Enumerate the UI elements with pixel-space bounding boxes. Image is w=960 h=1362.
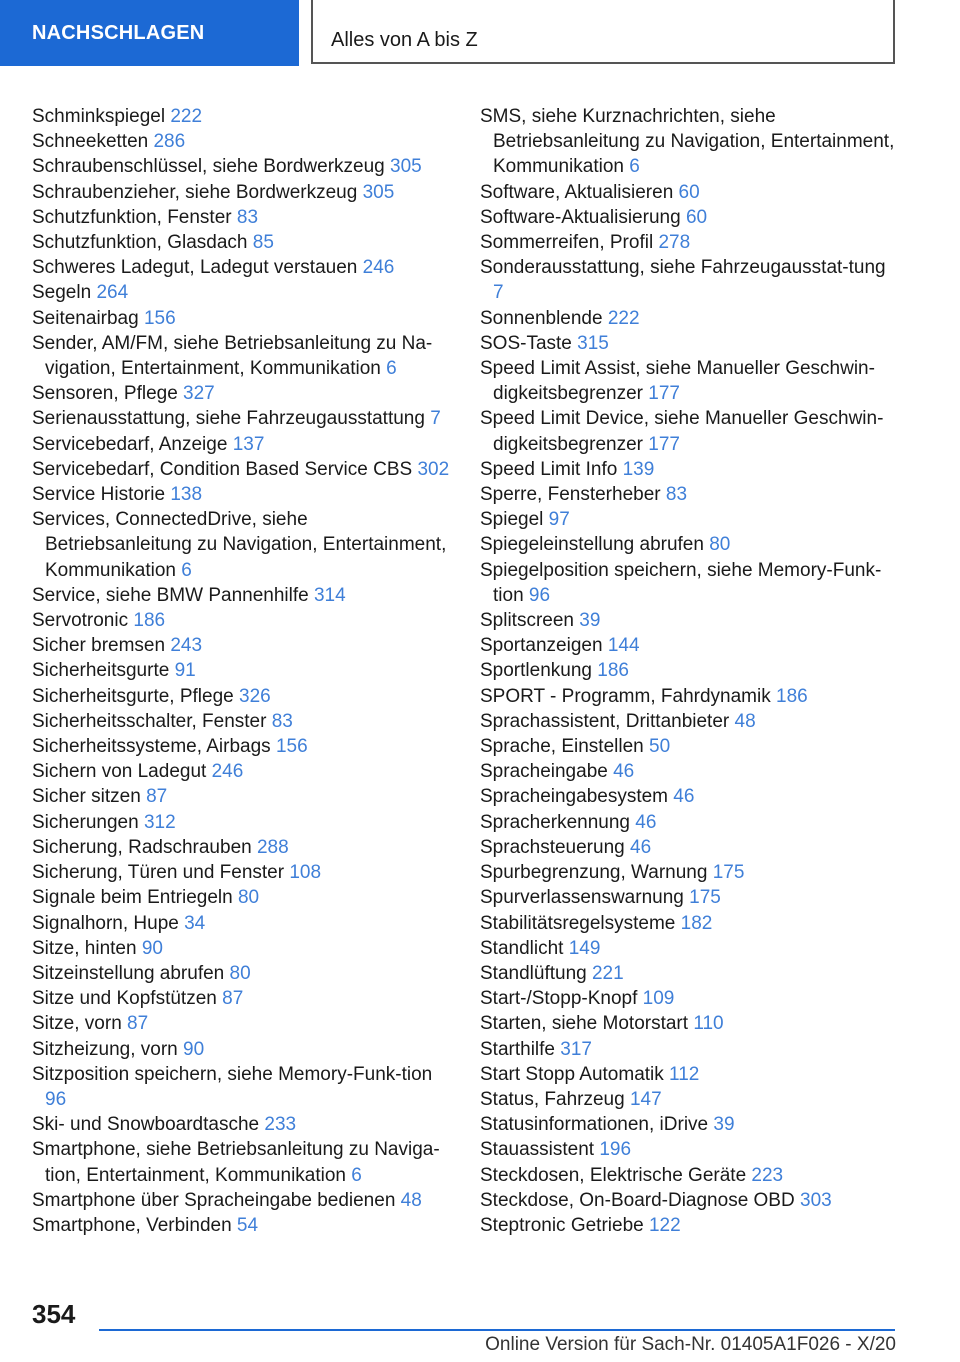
index-entry xyxy=(32,280,457,305)
index-term: Sicherung, Radschrauben xyxy=(32,836,252,858)
page-link[interactable]: 46 xyxy=(630,836,652,858)
index-entry xyxy=(480,532,900,557)
page-link[interactable]: 138 xyxy=(170,484,203,506)
index-term: Sensoren, Pflege xyxy=(32,383,178,405)
index-entry xyxy=(32,1062,457,1112)
index-term: Signale beim Entriegeln xyxy=(32,887,233,909)
index-entry xyxy=(32,482,457,507)
page-link[interactable]: 83 xyxy=(271,710,293,732)
index-entry xyxy=(32,406,457,431)
index-term: Software, Aktualisieren xyxy=(480,181,674,203)
index-entry xyxy=(32,331,457,381)
index-term: Status, Fahrzeug xyxy=(480,1088,625,1110)
index-entry xyxy=(480,633,900,658)
index-entry xyxy=(32,507,457,583)
page-link[interactable]: 315 xyxy=(577,332,609,354)
page-link[interactable]: 288 xyxy=(256,836,289,858)
page-link[interactable]: 182 xyxy=(680,912,713,934)
index-entry xyxy=(480,1087,900,1112)
page-link[interactable]: 137 xyxy=(232,433,265,455)
page-link[interactable]: 312 xyxy=(143,811,176,833)
index-term: Spiegeleinstellung abrufen xyxy=(480,534,704,556)
index-term: SOS-Taste xyxy=(480,332,572,354)
index-term: Spiegelposition speichern, siehe Memory-Funk-tion xyxy=(480,559,882,606)
index-entry xyxy=(480,457,900,482)
index-entry xyxy=(32,961,457,986)
index-term: Sitze, vorn xyxy=(32,1013,122,1035)
page-link[interactable]: 39 xyxy=(579,610,601,632)
page-link[interactable]: 34 xyxy=(184,912,206,934)
page-link[interactable]: 286 xyxy=(153,131,186,153)
index-entry xyxy=(32,684,457,709)
index-term: Steckdosen, Elektrische Geräte xyxy=(480,1164,747,1186)
page-link[interactable]: 87 xyxy=(222,988,244,1010)
index-entry xyxy=(32,1011,457,1036)
page-link[interactable]: 305 xyxy=(390,156,422,178)
index-entry xyxy=(480,608,900,633)
index-term: Sichern von Ladegut xyxy=(32,761,207,783)
page-link[interactable]: 305 xyxy=(362,181,395,203)
index-entry xyxy=(480,885,900,910)
page-link[interactable]: 80 xyxy=(237,887,260,909)
index-entry xyxy=(480,1062,900,1087)
index-term: Sitzheizung, vorn xyxy=(32,1038,178,1060)
index-entry xyxy=(32,633,457,658)
page-link[interactable]: 108 xyxy=(289,862,322,884)
page-link[interactable]: 6 xyxy=(351,1164,362,1186)
page-link[interactable]: 6 xyxy=(386,358,397,380)
page-link[interactable]: 6 xyxy=(181,559,192,581)
page-link[interactable]: 96 xyxy=(45,1088,67,1110)
index-entry xyxy=(480,331,900,356)
index-term: Sonnenblende xyxy=(480,307,603,329)
index-term: Standlüftung xyxy=(480,962,587,984)
index-term: Schutzfunktion, Fenster xyxy=(32,206,232,228)
index-term: Signalhorn, Hupe xyxy=(32,912,179,934)
index-entry xyxy=(32,154,457,179)
index-term: SPORT - Programm, Fahrdynamik xyxy=(480,685,771,707)
page-link[interactable]: 97 xyxy=(548,509,570,531)
index-entry xyxy=(480,1213,900,1238)
index-term: Ski- und Snowboardtasche xyxy=(32,1114,260,1136)
page-link[interactable]: 223 xyxy=(751,1164,784,1186)
index-entry xyxy=(480,306,900,331)
page-link[interactable]: 246 xyxy=(362,257,395,279)
page-link[interactable]: 147 xyxy=(629,1088,662,1110)
page-link[interactable]: 264 xyxy=(96,282,129,304)
page-link[interactable]: 46 xyxy=(613,761,635,783)
index-term: Sprachsteuerung xyxy=(480,836,625,858)
page-link[interactable]: 233 xyxy=(264,1114,297,1136)
index-entry xyxy=(480,810,900,835)
index-entry xyxy=(32,129,457,154)
page-link[interactable]: 222 xyxy=(170,106,203,127)
index-term: Speed Limit Info xyxy=(480,458,618,480)
page-link[interactable]: 149 xyxy=(568,937,601,959)
index-entry xyxy=(32,734,457,759)
index-entry xyxy=(32,457,457,482)
index-entry xyxy=(32,911,457,936)
index-term: Starthilfe xyxy=(480,1038,555,1060)
page-link[interactable]: 314 xyxy=(313,584,346,606)
index-entry xyxy=(480,356,900,406)
index-term: Sicher sitzen xyxy=(32,786,141,808)
index-entry xyxy=(32,104,457,129)
index-column-right xyxy=(480,104,900,1238)
index-term: Statusinformationen, iDrive xyxy=(480,1114,709,1136)
index-term: Sicherheitsgurte xyxy=(32,660,170,682)
index-term: Sportlenkung xyxy=(480,660,592,682)
page-link[interactable]: 175 xyxy=(689,887,721,909)
index-term: Service, siehe BMW Pannenhilfe xyxy=(32,584,309,606)
index-entry xyxy=(32,583,457,608)
index-term: Sicher bremsen xyxy=(32,635,166,657)
page-link[interactable]: 112 xyxy=(669,1063,700,1085)
index-entry xyxy=(480,709,900,734)
index-term: Servotronic xyxy=(32,610,129,632)
page-link[interactable]: 246 xyxy=(211,761,244,783)
index-entry xyxy=(480,860,900,885)
index-entry xyxy=(480,507,900,532)
index-entry xyxy=(32,381,457,406)
index-term: Sender, AM/FM, siehe Betriebsanleitung zu Na-vigation, Entertainment, Kommunikation xyxy=(32,332,433,380)
index-entry xyxy=(480,986,900,1011)
index-entry xyxy=(32,1137,457,1187)
page-link[interactable]: 83 xyxy=(236,206,259,228)
index-entry xyxy=(480,936,900,961)
index-column-left xyxy=(32,104,457,1238)
page-link[interactable]: 87 xyxy=(146,786,168,808)
index-entry xyxy=(480,658,900,683)
index-term: Sperre, Fensterheber xyxy=(480,484,661,506)
index-term: Sicherheitsgurte, Pflege xyxy=(32,685,234,707)
index-entry xyxy=(480,104,900,180)
page-link[interactable]: 39 xyxy=(713,1114,735,1136)
online-version-note: Online Version für Sach-Nr. 01405A1F026 - X/20 xyxy=(485,1334,896,1355)
index-entry xyxy=(480,1037,900,1062)
index-term: Steptronic Getriebe xyxy=(480,1214,644,1236)
page-link[interactable]: 177 xyxy=(648,383,680,405)
page-link[interactable]: 302 xyxy=(417,458,450,480)
page-link[interactable]: 60 xyxy=(678,181,700,203)
index-entry xyxy=(480,482,900,507)
index-entry xyxy=(32,1037,457,1062)
index-term: Servicebedarf, Anzeige xyxy=(32,433,228,455)
page-link[interactable]: 109 xyxy=(642,988,675,1010)
footer-divider xyxy=(99,1329,895,1331)
page-link[interactable]: 221 xyxy=(591,962,624,984)
index-entry xyxy=(32,986,457,1011)
page-link[interactable]: 48 xyxy=(734,710,756,732)
page-link[interactable]: 327 xyxy=(183,383,215,405)
index-term: Speed Limit Assist, siehe Manueller Geschwin-digkeitsbegrenzer xyxy=(480,358,875,405)
index-entry xyxy=(32,1188,457,1213)
index-term: Sitze, hinten xyxy=(32,937,137,959)
index-entry xyxy=(480,835,900,860)
index-entry xyxy=(480,180,900,205)
page-link[interactable]: 85 xyxy=(252,232,274,254)
page-link[interactable]: 48 xyxy=(400,1189,422,1211)
page-link[interactable]: 46 xyxy=(673,786,695,808)
page-link[interactable]: 90 xyxy=(141,937,163,959)
index-term: Spracherkennung xyxy=(480,811,630,833)
index-term: Sicherheitssysteme, Airbags xyxy=(32,736,271,758)
index-entry xyxy=(32,432,457,457)
index-entry xyxy=(480,1011,900,1036)
index-entry xyxy=(480,1188,900,1213)
page-link[interactable]: 278 xyxy=(658,232,691,254)
index-entry xyxy=(32,608,457,633)
index-term: Software-Aktualisierung xyxy=(480,206,681,228)
page-link[interactable]: 317 xyxy=(560,1038,592,1060)
index-term: Spiegel xyxy=(480,509,544,531)
page-link[interactable]: 186 xyxy=(133,610,166,632)
page-link[interactable]: 54 xyxy=(236,1214,259,1236)
page-link[interactable]: 175 xyxy=(712,862,745,884)
index-term: Sonderausstattung, siehe Fahrzeugausstat-tung xyxy=(480,257,886,279)
index-term: Segeln xyxy=(32,282,92,304)
index-term: Schminkspiegel xyxy=(32,106,166,127)
index-term: Steckdose, On-Board-Diagnose OBD xyxy=(480,1189,795,1211)
index-term: Sprachassistent, Drittanbieter xyxy=(480,710,730,732)
index-entry xyxy=(32,230,457,255)
index-entry xyxy=(32,784,457,809)
index-term: Sicherheitsschalter, Fenster xyxy=(32,710,267,732)
page-link[interactable]: 196 xyxy=(599,1139,632,1161)
index-entry xyxy=(480,1163,900,1188)
page-link[interactable]: 110 xyxy=(693,1013,724,1035)
chapter-title-box xyxy=(311,0,895,64)
page-link[interactable]: 186 xyxy=(776,685,808,707)
page-link[interactable]: 83 xyxy=(665,484,688,506)
index-term: Sprache, Einstellen xyxy=(480,736,644,758)
index-term: Sitzeinstellung abrufen xyxy=(32,962,225,984)
index-entry xyxy=(480,684,900,709)
page-link[interactable]: 303 xyxy=(800,1189,832,1211)
page-link[interactable]: 90 xyxy=(183,1038,205,1060)
index-entry xyxy=(32,860,457,885)
page-link[interactable]: 80 xyxy=(229,962,251,984)
index-term: Smartphone über Spracheingabe bedienen xyxy=(32,1189,396,1211)
index-term: Sicherung, Türen und Fenster xyxy=(32,862,285,884)
index-term: Sommerreifen, Profil xyxy=(480,232,654,254)
index-entry xyxy=(32,709,457,734)
index-term: Splitscreen xyxy=(480,610,574,632)
page-link[interactable]: 91 xyxy=(174,660,196,682)
index-entry xyxy=(32,306,457,331)
chapter-title: Alles von A bis Z xyxy=(331,29,478,51)
index-entry xyxy=(480,961,900,986)
index-term: Sportanzeigen xyxy=(480,635,603,657)
page-link[interactable]: 144 xyxy=(607,635,640,657)
index-term: Sitzposition speichern, siehe Memory-Funk-tion xyxy=(32,1063,433,1085)
index-entry xyxy=(32,255,457,280)
index-entry xyxy=(32,205,457,230)
page-link[interactable]: 7 xyxy=(493,282,504,304)
index-entry xyxy=(32,936,457,961)
index-term: Spurverlassenswarnung xyxy=(480,887,684,909)
index-term: Schweres Ladegut, Ladegut verstauen xyxy=(32,257,358,279)
index-entry xyxy=(480,230,900,255)
page-link[interactable]: 122 xyxy=(648,1214,681,1236)
index-term: Start-/Stopp-Knopf xyxy=(480,988,638,1010)
index-entry xyxy=(32,759,457,784)
index-term: Stauassistent xyxy=(480,1139,595,1161)
page-link[interactable]: 80 xyxy=(709,534,731,556)
page-link[interactable]: 6 xyxy=(629,156,640,178)
index-term: Service Historie xyxy=(32,484,166,506)
page-link[interactable]: 156 xyxy=(143,307,176,329)
index-term: Sitze und Kopfstützen xyxy=(32,988,217,1010)
index-term: Smartphone, siehe Betriebsanleitung zu Naviga-tion, Entertainment, Kommunikation xyxy=(32,1139,440,1186)
page-header xyxy=(0,0,960,66)
index-term: Schraubenschlüssel, siehe Bordwerkzeug xyxy=(32,156,385,178)
index-entry xyxy=(480,406,900,456)
page-link[interactable]: 46 xyxy=(635,811,657,833)
page-link[interactable]: 177 xyxy=(648,433,680,455)
index-entry xyxy=(480,911,900,936)
page-link[interactable]: 222 xyxy=(607,307,640,329)
index-entry xyxy=(32,810,457,835)
index-term: Servicebedarf, Condition Based Service CBS xyxy=(32,458,413,480)
page-link[interactable]: 96 xyxy=(528,584,551,606)
index-entry xyxy=(480,205,900,230)
index-entry xyxy=(32,835,457,860)
section-title: NACHSCHLAGEN xyxy=(0,0,299,66)
index-entry xyxy=(32,1112,457,1137)
page-link[interactable]: 87 xyxy=(127,1013,149,1035)
index-term: SMS, siehe Kurznachrichten, siehe Betriebsanleitung zu Navigation, Entertainment, Kommunikation xyxy=(480,106,895,178)
index-term: Standlicht xyxy=(480,937,564,959)
index-term: Start Stopp Automatik xyxy=(480,1063,664,1085)
index-term: Smartphone, Verbinden xyxy=(32,1214,232,1236)
index-term: Seitenairbag xyxy=(32,307,139,329)
index-term: Services, ConnectedDrive, siehe Betriebsanleitung zu Navigation, Entertainment, Kommunikation xyxy=(32,509,447,581)
index-entry xyxy=(32,658,457,683)
index-term: Spracheingabe xyxy=(480,761,608,783)
page-link[interactable]: 243 xyxy=(170,635,203,657)
index-entry xyxy=(480,255,900,305)
index-entry xyxy=(32,885,457,910)
index-entry xyxy=(480,1112,900,1137)
page-link[interactable]: 139 xyxy=(622,458,655,480)
page-link[interactable]: 7 xyxy=(430,408,441,430)
index-term: Starten, siehe Motorstart xyxy=(480,1013,689,1035)
page-link[interactable]: 186 xyxy=(597,660,629,682)
index-term: Serienausstattung, siehe Fahrzeugausstattung xyxy=(32,408,425,430)
page-link[interactable]: 156 xyxy=(275,736,308,758)
index-entry xyxy=(32,1213,457,1238)
index-entry xyxy=(480,558,900,608)
index-term: Schneeketten xyxy=(32,131,149,153)
index-term: Sicherungen xyxy=(32,811,139,833)
index-entry xyxy=(480,759,900,784)
index-entry xyxy=(480,784,900,809)
index-term: Speed Limit Device, siehe Manueller Geschwin-digkeitsbegrenzer xyxy=(480,408,884,455)
index-term: Spracheingabesystem xyxy=(480,786,668,808)
index-term: Stabilitätsregelsysteme xyxy=(480,912,676,934)
page-link[interactable]: 326 xyxy=(239,685,271,707)
index-term: Schraubenzieher, siehe Bordwerkzeug xyxy=(32,181,358,203)
page-number: 354 xyxy=(32,1299,76,1329)
index-entry xyxy=(480,734,900,759)
index-entry xyxy=(480,1137,900,1162)
page-link[interactable]: 50 xyxy=(649,736,671,758)
index-entry xyxy=(32,180,457,205)
index-term: Schutzfunktion, Glasdach xyxy=(32,232,248,254)
index-term: Spurbegrenzung, Warnung xyxy=(480,862,708,884)
page-link[interactable]: 60 xyxy=(685,206,708,228)
